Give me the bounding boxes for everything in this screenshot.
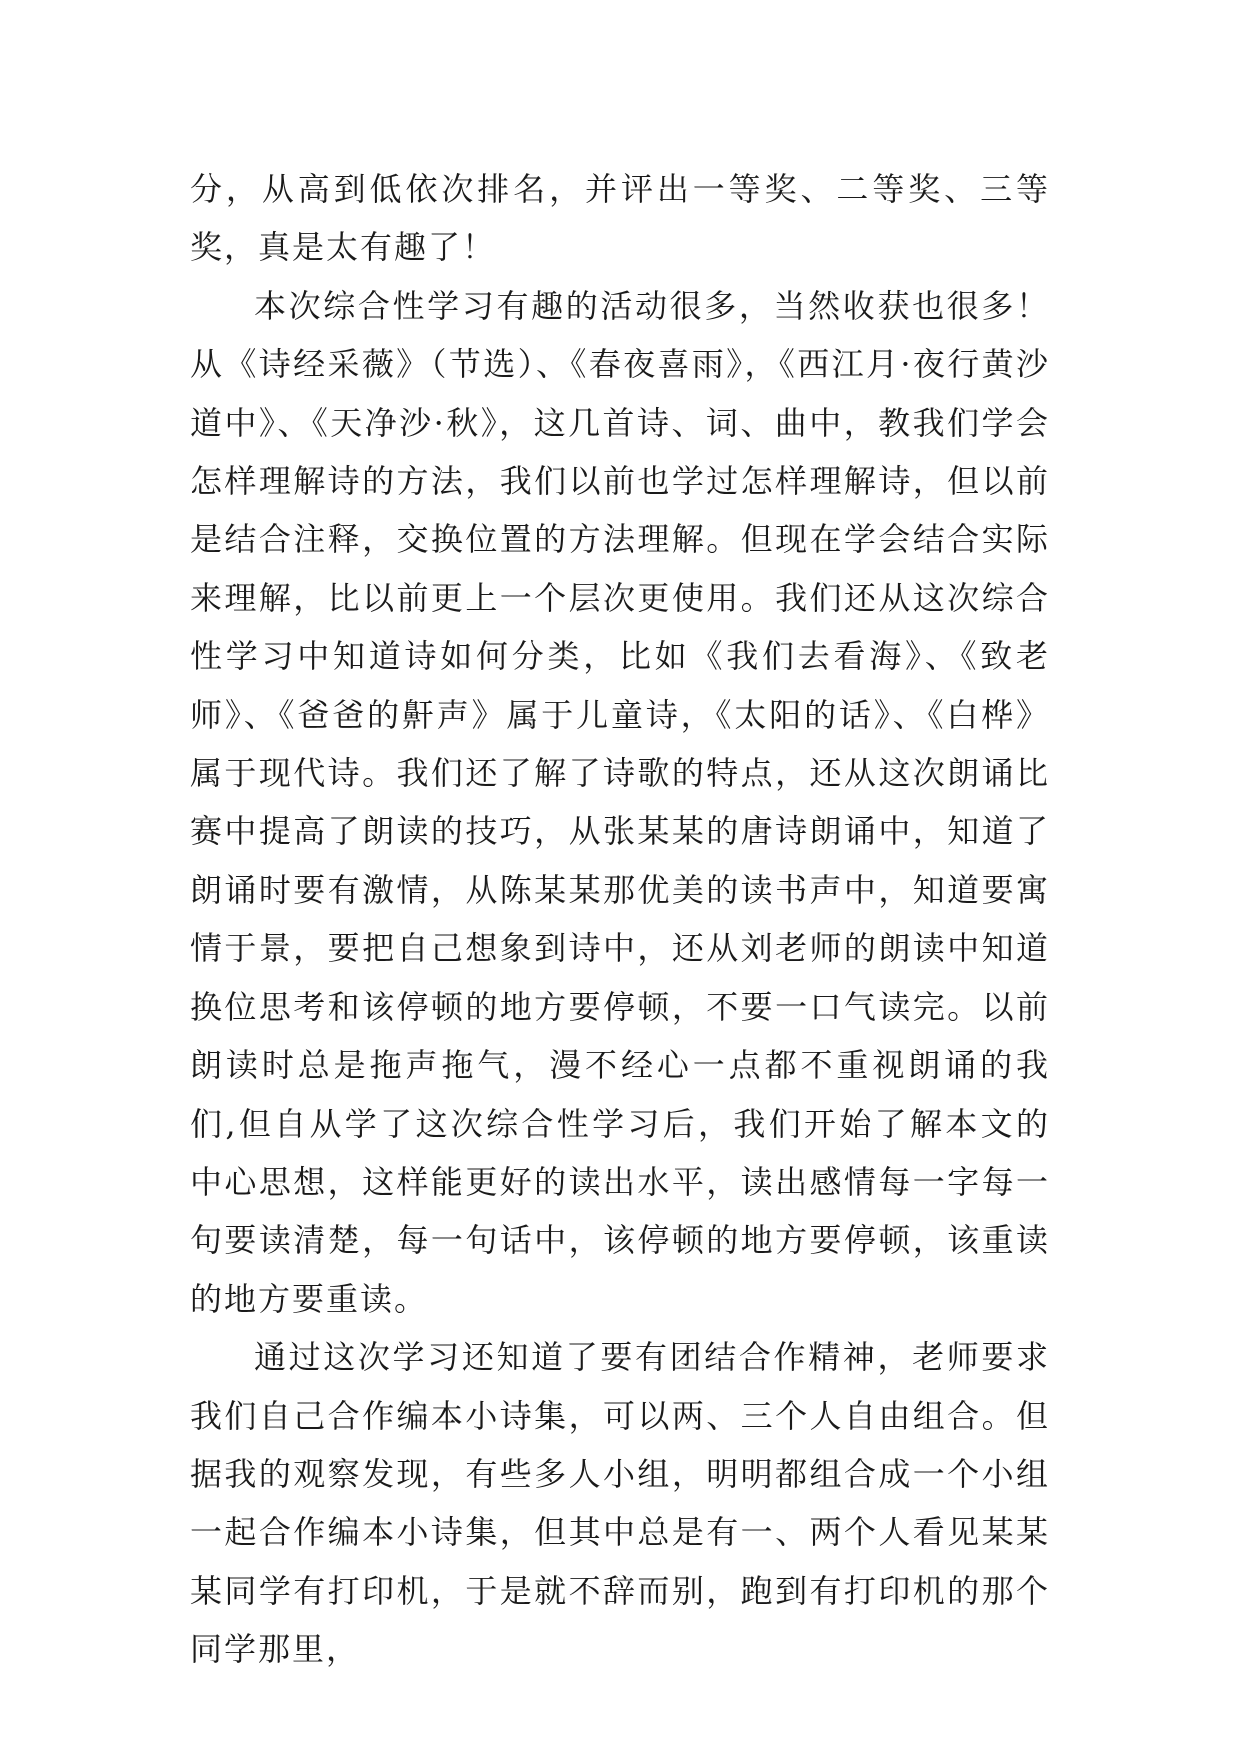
paragraph-continuation: 分，从高到低依次排名，并评出一等奖、二等奖、三等奖，真是太有趣了！ [190, 170, 1050, 267]
paragraph-learning-gains: 本次综合性学习有趣的活动很多，当然收获也很多！从《诗经采薇》（节选）、《春夜喜雨》，《西江月·夜行黄沙道中》、《天净沙·秋》，这几首诗、词、曲中，教我们学会怎样理解诗的方法，我们以前也学过怎样理解诗，但以前是结合注释，交换位置的方法理解。但现在学会结合实际来理解，比以前更上一个层次更使用。我们还从这次综合性学习中知道诗如何分类，比如《我们去看海》、《致老师》、《爸爸的鼾声》属于儿童诗，《太阳的话》、《白桦》属于现代诗。我们还了解了诗歌的特点，还从这次朗诵比赛中提高了朗读的技巧，从张某某的唐诗朗诵中，知道了朗诵时要有激情，从陈某某那优美的读书声中，知道要寓情于景，要把自己想象到诗中，还从刘老师的朗读中知道换位思考和该停顿的地方要停顿，不要一口气读完。以前朗读时总是拖声拖气，漫不经心一点都不重视朗诵的我们,但自从学了这次综合性学习后，我们开始了解本文的中心思想，这样能更好的读出水平，读出感情每一字每一句要读清楚，每一句话中，该停顿的地方要停顿，该重读的地方要重读。 [190, 286, 1050, 1318]
document-body [190, 160, 1050, 1679]
paragraph-teamwork: 通过这次学习还知道了要有团结合作精神，老师要求我们自己合作编本小诗集，可以两、三个人自由组合。但据我的观察发现，有些多人小组，明明都组合成一个小组一起合作编本小诗集，但其中总是有一、两个人看见某某某同学有打印机，于是就不辞而别，跑到有打印机的那个同学那里， [190, 1338, 1050, 1669]
